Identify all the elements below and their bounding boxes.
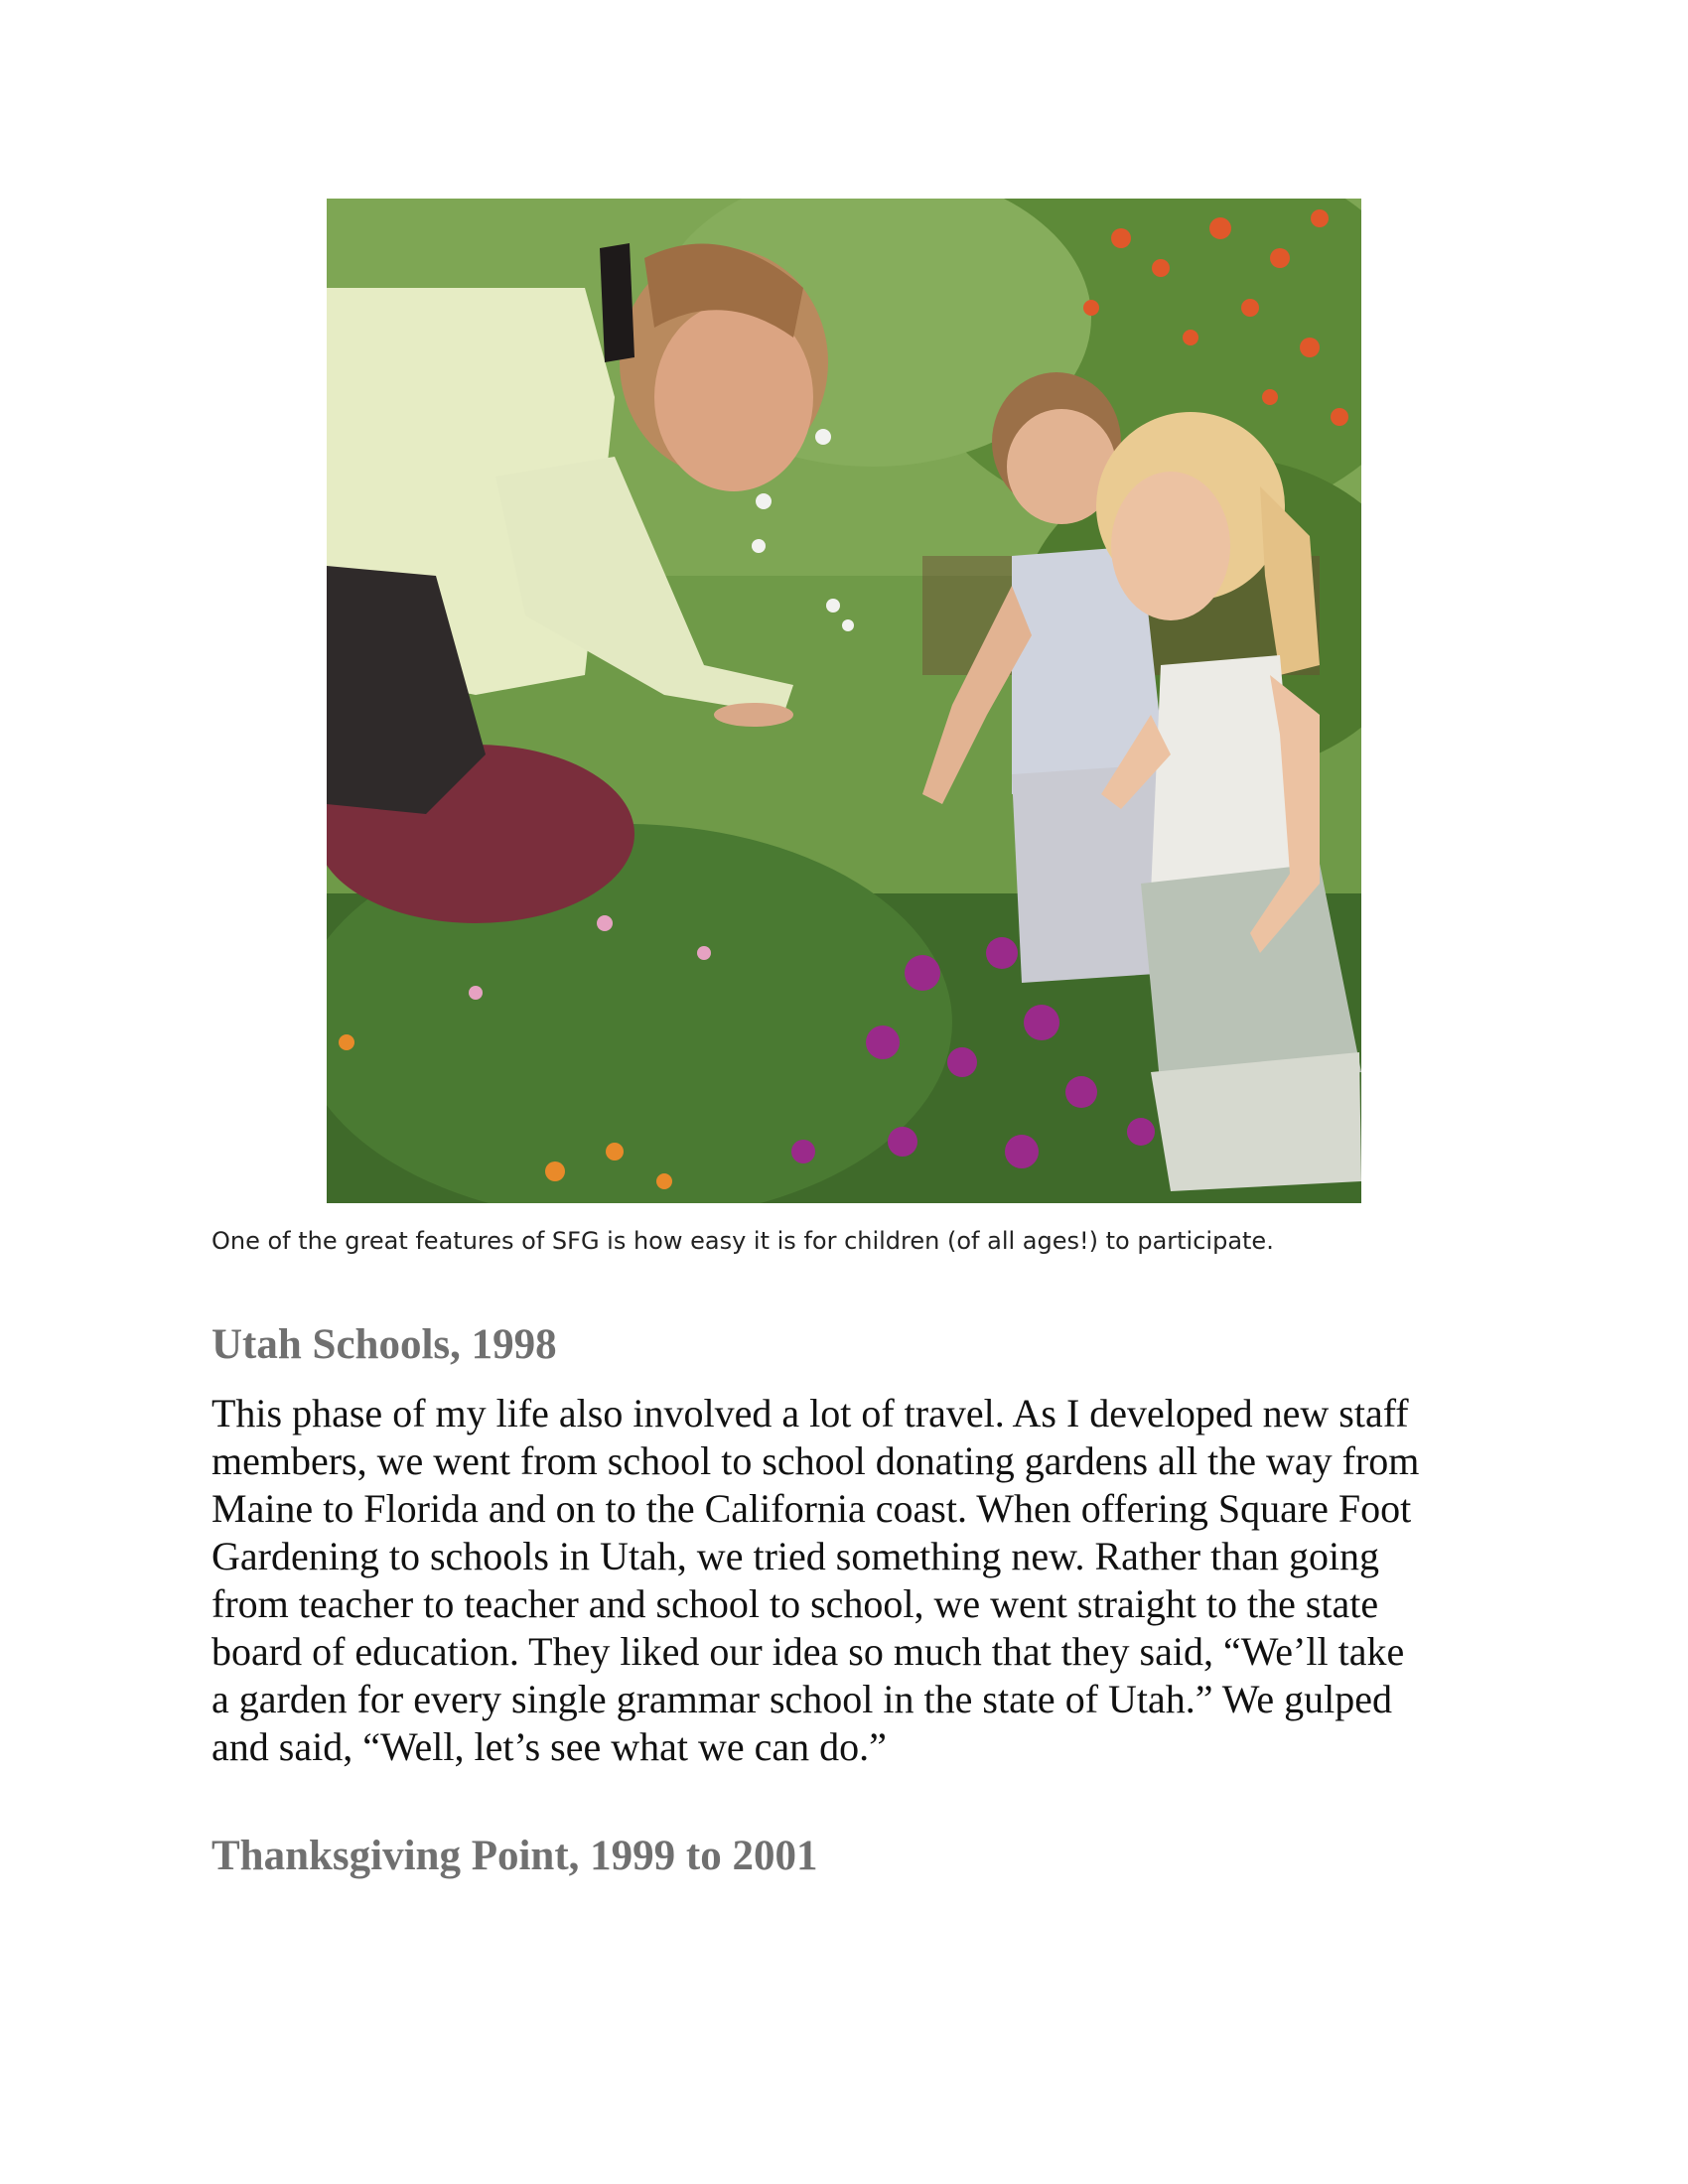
photo-caption: One of the great features of SFG is how easy it is for children (of all ages!) to participate. [211,1227,1274,1255]
paragraph-line: members, we went from school to school donating gardens all the way from [211,1438,1420,1483]
paragraph-line: and said, “Well, let’s see what we can do.” [211,1724,887,1769]
paragraph-line: from teacher to teacher and school to school, we went straight to the state [211,1581,1379,1626]
paragraph-line: board of education. They liked our idea so much that they said, “We’ll take [211,1629,1405,1674]
paragraph-line: Gardening to schools in Utah, we tried something new. Rather than going [211,1534,1380,1578]
section-heading-utah-schools: Utah Schools, 1998 [211,1321,557,1368]
body-paragraph [211,1390,1502,1771]
paragraph-line: a garden for every single grammar school in the state of Utah.” We gulped [211,1677,1392,1721]
garden-photo-illustration [327,199,1361,1203]
garden-photo [327,199,1361,1203]
paragraph-line: Maine to Florida and on to the California coast. When offering Square Foot [211,1486,1412,1531]
section-heading-thanksgiving-point: Thanksgiving Point, 1999 to 2001 [211,1833,818,1879]
paragraph-line: This phase of my life also involved a lot of travel. As I developed new staff [211,1391,1409,1435]
